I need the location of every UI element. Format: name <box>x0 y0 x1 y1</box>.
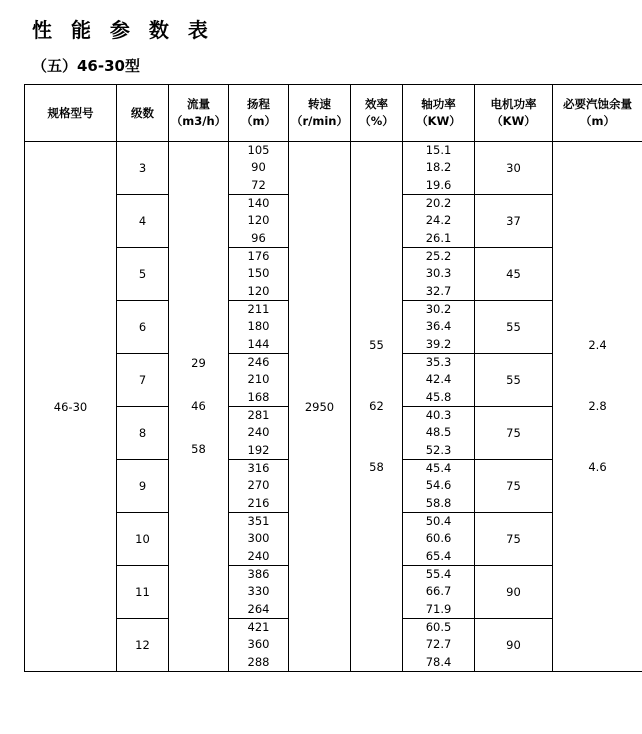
cell-shaft-power <box>403 407 475 460</box>
column-header-npsh <box>553 85 642 142</box>
cell-motor-power: 90 <box>475 566 553 619</box>
head-value: 300 <box>229 530 288 547</box>
cell-motor-power: 75 <box>475 513 553 566</box>
cell-motor-power: 45 <box>475 248 553 301</box>
cell-stages: 7 <box>117 354 169 407</box>
column-header-flow-label: 流量 <box>187 97 210 111</box>
head-value: 246 <box>229 354 288 371</box>
cell-motor-power: 75 <box>475 407 553 460</box>
shaft-power-value: 20.2 <box>403 195 474 212</box>
cell-motor-power: 37 <box>475 195 553 248</box>
cell-stages: 9 <box>117 460 169 513</box>
column-header-head <box>229 85 289 142</box>
shaft-power-value: 30.2 <box>403 301 474 318</box>
shaft-power-value: 48.5 <box>403 424 474 441</box>
cell-shaft-power <box>403 354 475 407</box>
column-header-motor-power-label: 电机功率 <box>491 97 537 111</box>
npsh-value: 4.6 <box>553 437 642 498</box>
head-value: 264 <box>229 601 288 618</box>
cell-shaft-power <box>403 248 475 301</box>
shaft-power-value: 32.7 <box>403 283 474 300</box>
cell-head <box>229 142 289 195</box>
head-value: 144 <box>229 336 288 353</box>
efficiency-value: 62 <box>351 376 402 437</box>
head-value: 120 <box>229 283 288 300</box>
head-value: 168 <box>229 389 288 406</box>
head-value: 216 <box>229 495 288 512</box>
npsh-value: 2.4 <box>553 315 642 376</box>
column-header-flow-unit: （m3/h） <box>169 113 228 130</box>
head-value: 150 <box>229 265 288 282</box>
table-header-row <box>25 85 642 142</box>
column-header-stages <box>117 85 169 142</box>
head-value: 240 <box>229 548 288 565</box>
shaft-power-value: 24.2 <box>403 212 474 229</box>
head-value: 240 <box>229 424 288 441</box>
column-header-model-label: 规格型号 <box>48 106 94 120</box>
cell-head <box>229 407 289 460</box>
shaft-power-value: 45.4 <box>403 460 474 477</box>
shaft-power-value: 52.3 <box>403 442 474 459</box>
cell-shaft-power <box>403 619 475 672</box>
cell-stages: 8 <box>117 407 169 460</box>
shaft-power-value: 26.1 <box>403 230 474 247</box>
cell-stages: 3 <box>117 142 169 195</box>
flow-value: 58 <box>169 428 228 471</box>
shaft-power-value: 54.6 <box>403 477 474 494</box>
head-value: 72 <box>229 177 288 194</box>
cell-model: 46-30 <box>25 142 117 672</box>
column-header-motor-power-unit: （KW） <box>475 113 552 130</box>
page-title: 性 能 参 数 表 <box>32 14 618 43</box>
head-value: 90 <box>229 159 288 176</box>
cell-shaft-power <box>403 195 475 248</box>
npsh-value: 2.8 <box>553 376 642 437</box>
cell-motor-power: 30 <box>475 142 553 195</box>
shaft-power-value: 15.1 <box>403 142 474 159</box>
head-value: 140 <box>229 195 288 212</box>
cell-head <box>229 354 289 407</box>
column-header-speed <box>289 85 351 142</box>
efficiency-value: 55 <box>351 315 402 376</box>
head-value: 288 <box>229 654 288 671</box>
head-value: 270 <box>229 477 288 494</box>
shaft-power-value: 45.8 <box>403 389 474 406</box>
head-value: 192 <box>229 442 288 459</box>
document-page <box>0 14 642 734</box>
cell-shaft-power <box>403 142 475 195</box>
head-value: 281 <box>229 407 288 424</box>
performance-table <box>24 84 642 672</box>
shaft-power-value: 50.4 <box>403 513 474 530</box>
cell-shaft-power <box>403 460 475 513</box>
cell-motor-power: 55 <box>475 354 553 407</box>
cell-flow <box>169 142 229 672</box>
cell-stages: 12 <box>117 619 169 672</box>
shaft-power-value: 39.2 <box>403 336 474 353</box>
table-row <box>25 142 642 195</box>
cell-stages: 6 <box>117 301 169 354</box>
flow-value: 46 <box>169 385 228 428</box>
shaft-power-value: 25.2 <box>403 248 474 265</box>
head-value: 120 <box>229 212 288 229</box>
cell-head <box>229 619 289 672</box>
head-value: 316 <box>229 460 288 477</box>
head-value: 386 <box>229 566 288 583</box>
cell-shaft-power <box>403 301 475 354</box>
cell-head <box>229 248 289 301</box>
cell-stages: 11 <box>117 566 169 619</box>
column-header-shaft-power-label: 轴功率 <box>421 97 456 111</box>
shaft-power-value: 60.5 <box>403 619 474 636</box>
cell-shaft-power <box>403 513 475 566</box>
shaft-power-value: 42.4 <box>403 371 474 388</box>
column-header-flow <box>169 85 229 142</box>
shaft-power-value: 35.3 <box>403 354 474 371</box>
column-header-head-label: 扬程 <box>247 97 270 111</box>
column-header-speed-label: 转速 <box>308 97 331 111</box>
column-header-shaft-power-unit: （KW） <box>403 113 474 130</box>
shaft-power-value: 18.2 <box>403 159 474 176</box>
cell-speed: 2950 <box>289 142 351 672</box>
cell-motor-power: 90 <box>475 619 553 672</box>
cell-stages: 5 <box>117 248 169 301</box>
cell-motor-power: 75 <box>475 460 553 513</box>
head-value: 105 <box>229 142 288 159</box>
shaft-power-value: 19.6 <box>403 177 474 194</box>
shaft-power-value: 36.4 <box>403 318 474 335</box>
cell-head <box>229 195 289 248</box>
head-value: 360 <box>229 636 288 653</box>
cell-stages: 4 <box>117 195 169 248</box>
head-value: 210 <box>229 371 288 388</box>
column-header-model <box>25 85 117 142</box>
column-header-efficiency-label: 效率 <box>365 97 388 111</box>
shaft-power-value: 58.8 <box>403 495 474 512</box>
column-header-npsh-label: 必要汽蚀余量 <box>563 97 632 111</box>
column-header-shaft-power <box>403 85 475 142</box>
head-value: 351 <box>229 513 288 530</box>
cell-motor-power: 55 <box>475 301 553 354</box>
shaft-power-value: 65.4 <box>403 548 474 565</box>
shaft-power-value: 40.3 <box>403 407 474 424</box>
head-value: 421 <box>229 619 288 636</box>
shaft-power-value: 66.7 <box>403 583 474 600</box>
column-header-stages-label: 级数 <box>131 106 154 120</box>
efficiency-value: 58 <box>351 437 402 498</box>
cell-efficiency <box>351 142 403 672</box>
head-value: 96 <box>229 230 288 247</box>
head-value: 211 <box>229 301 288 318</box>
cell-head <box>229 513 289 566</box>
cell-head <box>229 301 289 354</box>
cell-head <box>229 460 289 513</box>
shaft-power-value: 78.4 <box>403 654 474 671</box>
head-value: 330 <box>229 583 288 600</box>
column-header-efficiency-unit: （%） <box>351 113 402 130</box>
cell-stages: 10 <box>117 513 169 566</box>
shaft-power-value: 71.9 <box>403 601 474 618</box>
column-header-head-unit: （m） <box>229 113 288 130</box>
column-header-efficiency <box>351 85 403 142</box>
column-header-motor-power <box>475 85 553 142</box>
cell-npsh <box>553 142 642 672</box>
head-value: 180 <box>229 318 288 335</box>
shaft-power-value: 55.4 <box>403 566 474 583</box>
head-value: 176 <box>229 248 288 265</box>
page-subtitle: （五）46-30型 <box>32 55 618 76</box>
cell-head <box>229 566 289 619</box>
column-header-speed-unit: （r/min） <box>289 113 350 130</box>
shaft-power-value: 72.7 <box>403 636 474 653</box>
shaft-power-value: 30.3 <box>403 265 474 282</box>
shaft-power-value: 60.6 <box>403 530 474 547</box>
flow-value: 29 <box>169 342 228 385</box>
column-header-npsh-unit: （m） <box>553 113 642 130</box>
cell-shaft-power <box>403 566 475 619</box>
